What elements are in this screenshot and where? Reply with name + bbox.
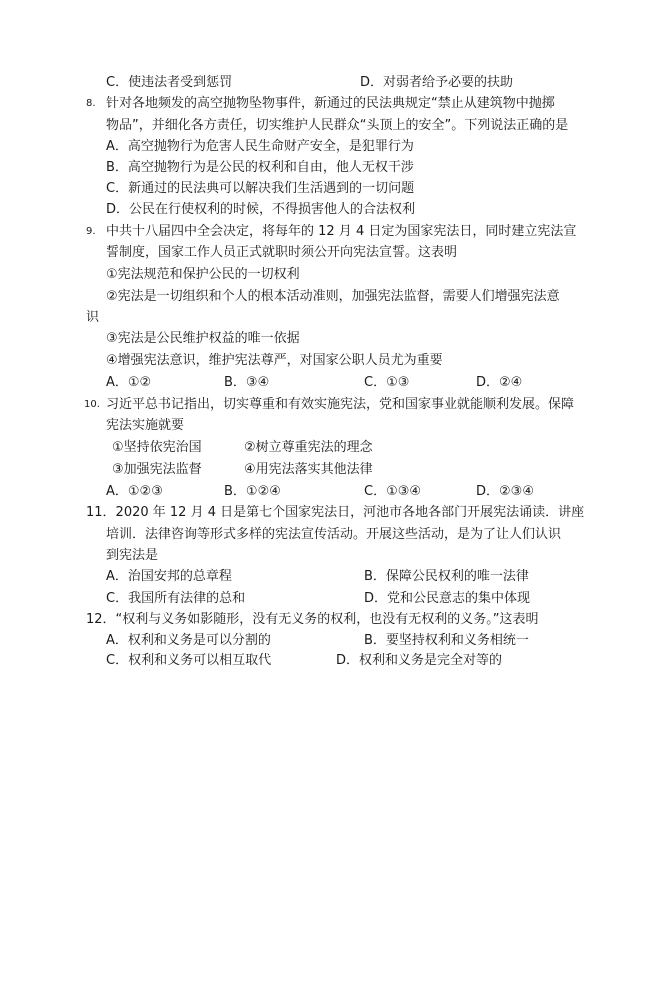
q11-option-c: C．我国所有法律的总和: [106, 591, 246, 606]
q10-statement-2: ②树立尊重宪法的理念: [244, 440, 373, 455]
q10-option-b: B．①②④: [224, 484, 281, 499]
q11-option-a: A．治国安邦的总章程: [106, 569, 232, 584]
q7-option-c: C．使违法者受到惩罚: [106, 75, 233, 90]
q9-option-c: C．①③: [364, 375, 410, 390]
q10-option-a: A．①②③: [106, 484, 163, 499]
q10-statement-1: ①坚持依宪治国: [112, 440, 202, 455]
q8-stem-line: 物品”，并细化各方责任，切实维护人民群众“头顶上的安全”。下列说法正确的是: [106, 118, 569, 133]
q8-option-c: C．新通过的民法典可以解决我们生活遇到的一切问题: [106, 181, 415, 196]
q9-stem-line: 誓制度，国家工作人员正式就职时须公开向宪法宣誓。这表明: [106, 245, 458, 260]
q8-option-d: D．公民在行使权利的时候，不得损害他人的合法权利: [106, 202, 416, 217]
q10-statement-3: ③加强宪法监督: [112, 462, 202, 477]
q9-stem-line: 中共十八届四中全会决定，将每年的 12 月 4 日定为国家宪法日，同时建立宪法宣: [106, 224, 577, 239]
q8-number: 8.: [86, 98, 96, 109]
q10-stem-line: 宪法实施就要: [106, 418, 185, 433]
q11-option-d: D．党和公民意志的集中体现: [364, 591, 531, 606]
q9-statement-4: ④增强宪法意识，维护宪法尊严，对国家公职人员尤为重要: [106, 353, 443, 368]
q8-option-b: B．高空抛物行为是公民的权利和自由，他人无权干涉: [106, 160, 414, 175]
q9-statement-1: ①宪法规范和保护公民的一切权利: [106, 267, 300, 282]
q8-option-a: A．高空抛物行为危害人民生命财产安全，是犯罪行为: [106, 139, 414, 154]
q11-stem-line: 11．2020 年 12 月 4 日是第七个国家宪法日，河池市各地各部门开展宪法诵读．讲座: [86, 505, 585, 520]
q10-statement-4: ④用宪法落实其他法律: [244, 462, 373, 477]
q12-option-d: D．权利和义务是完全对等的: [336, 653, 503, 668]
q9-statement-2: ②宪法是一切组织和个人的根本活动准则，加强宪法监督，需要人们增强宪法意: [106, 289, 560, 304]
q11-option-b: B．保障公民权利的唯一法律: [364, 569, 529, 584]
q10-stem-line: 习近平总书记指出，切实尊重和有效实施宪法，党和国家事业就能顺利发展。保障: [106, 397, 575, 412]
q12-stem: 12．“权利与义务如影随形，没有无义务的权利，也没有无权利的义务。”这表明: [86, 612, 539, 627]
q12-option-c: C．权利和义务可以相互取代: [106, 653, 272, 668]
q10-option-d: D．②③④: [476, 484, 534, 499]
q7-option-d: D．对弱者给予必要的扶助: [360, 75, 514, 90]
q11-stem-line: 到宪法是: [106, 548, 159, 563]
q9-number: 9.: [86, 226, 96, 237]
q10-option-c: C．①③④: [364, 484, 422, 499]
q9-statement-2-wrap: 识: [86, 310, 100, 325]
q12-option-b: B．要坚持权利和义务相统一: [364, 633, 529, 648]
q9-statement-3: ③宪法是公民维护权益的唯一依据: [106, 331, 300, 346]
q9-option-a: A．①②: [106, 375, 152, 390]
q11-stem-line: 培训．法律咨询等形式多样的宪法宣传活动。开展这些活动，是为了让人们认识: [106, 527, 562, 542]
q9-option-b: B．③④: [224, 375, 270, 390]
q8-stem-line: 针对各地频发的高空抛物坠物事件，新通过的民法典规定“禁止从建筑物中抛掷: [106, 96, 555, 111]
q9-option-d: D．②④: [476, 375, 523, 390]
q10-number: 10.: [84, 399, 100, 410]
q12-option-a: A．权利和义务是可以分割的: [106, 633, 271, 648]
